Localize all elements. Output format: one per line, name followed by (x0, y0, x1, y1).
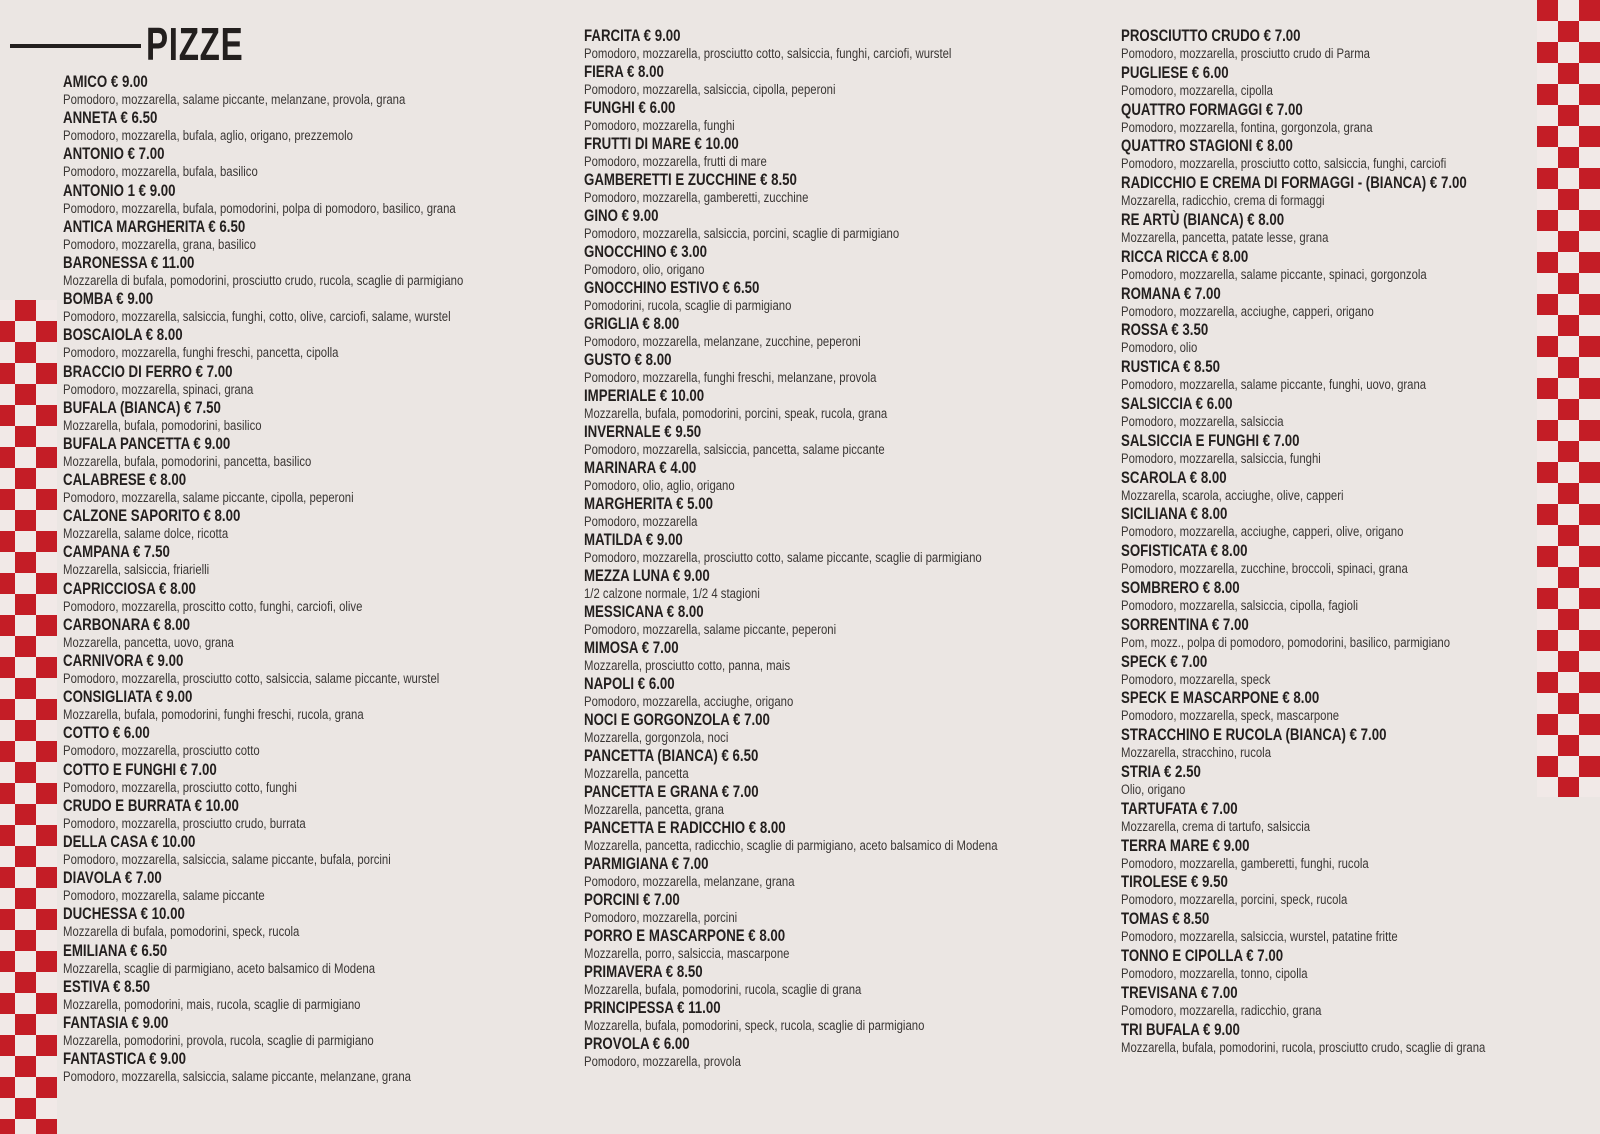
menu-item (1121, 541, 1564, 578)
menu-item (63, 796, 540, 832)
pizza-name-price: CARBONARA € 8.00 (63, 614, 190, 634)
menu-item (63, 108, 540, 144)
menu-item (584, 422, 1076, 458)
page-title: PIZZE (146, 18, 244, 70)
pizza-ingredients: Pomodoro, mozzarella, prosciutto crudo di Parma (1121, 46, 1370, 61)
menu-item (1121, 872, 1564, 909)
menu-item (584, 350, 1076, 386)
pizza-name-price: ANTONIO € 7.00 (63, 144, 165, 164)
pizza-ingredients: Pomodoro, mozzarella, cipolla (1121, 82, 1273, 98)
pizza-name-price: ANTICA MARGHERITA € 6.50 (63, 216, 246, 236)
menu-item (584, 386, 1076, 422)
pizza-ingredients: Pomodoro, mozzarella, melanzane, zucchine, peperoni (584, 334, 861, 349)
menu-item (63, 325, 540, 361)
menu-item (584, 134, 1076, 170)
menu-item (63, 977, 540, 1013)
pizza-ingredients: Pomodoro, mozzarella, spinaci, grana (63, 381, 254, 397)
menu-item (63, 144, 540, 180)
pizza-ingredients: Mozzarella, salsiccia, friarielli (63, 562, 210, 578)
menu-item (584, 530, 1076, 566)
pizza-name-price: PANCETTA (BIANCA) € 6.50 (584, 746, 759, 765)
pizza-ingredients: Mozzarella, stracchino, rucola (1121, 745, 1272, 761)
pizza-ingredients: Mozzarella, bufala, pomodorini, pancetta, basilico (63, 453, 312, 469)
pizza-name-price: RADICCHIO E CREMA DI FORMAGGI - (BIANCA) € 7.00 (1121, 173, 1467, 193)
pizza-name-price: ESTIVA € 8.50 (63, 976, 150, 996)
pizza-ingredients: Mozzarella, crema di tartufo, salsiccia (1121, 818, 1311, 834)
pizza-ingredients: Pomodoro, mozzarella, prosciutto crudo, burrata (63, 815, 306, 831)
menu-item (584, 170, 1076, 206)
pizza-name-price: SOMBRERO € 8.00 (1121, 577, 1240, 597)
menu-item (584, 98, 1076, 134)
pizza-name-price: EMILIANA € 6.50 (63, 940, 168, 960)
pizza-ingredients: Pomodoro, mozzarella, prosciutto cotto (63, 743, 260, 759)
pizza-ingredients: Pomodoro, mozzarella, funghi (584, 118, 735, 133)
menu-item (584, 674, 1076, 710)
menu-item (1121, 357, 1564, 394)
pizza-name-price: PORRO E MASCARPONE € 8.00 (584, 926, 786, 945)
pizza-name-price: IMPERIALE € 10.00 (584, 386, 705, 405)
pizza-ingredients: Mozzarella, pancetta, grana (584, 802, 724, 817)
menu-item (63, 506, 540, 542)
menu-item (63, 542, 540, 578)
pizza-name-price: CALABRESE € 8.00 (63, 470, 187, 490)
pizza-name-price: TARTUFATA € 7.00 (1121, 798, 1238, 818)
pizza-name-price: FANTASIA € 9.00 (63, 1012, 169, 1032)
pizza-ingredients: Pomodoro, mozzarella, speck, mascarpone (1121, 708, 1340, 724)
menu-item (63, 1013, 540, 1049)
pizza-ingredients: Mozzarella, bufala, pomodorini, funghi freschi, rucola, grana (63, 707, 364, 723)
pizza-ingredients: Mozzarella, bufala, pomodorini, porcini, speak, rucola, grana (584, 406, 888, 421)
pizza-ingredients: Pomodoro, mozzarella, zucchine, broccoli, spinaci, grana (1121, 561, 1408, 577)
pizza-name-price: SALSICCIA € 6.00 (1121, 393, 1233, 413)
menu-item (1121, 615, 1564, 652)
pizza-name-price: SICILIANA € 8.00 (1121, 504, 1228, 524)
pizza-name-price: ANTONIO 1 € 9.00 (63, 180, 176, 200)
pizza-ingredients: Pom, mozz., polpa di pomodoro, pomodorini, basilico, parmigiano (1121, 634, 1451, 650)
pizza-name-price: CAMPANA € 7.50 (63, 542, 170, 562)
pizza-ingredients: Mozzarella, bufala, pomodorini, speck, rucola, scaglie di parmigiano (584, 1018, 925, 1033)
pizza-ingredients: Pomodorini, rucola, scaglie di parmigiano (584, 298, 792, 313)
pizza-ingredients: Mozzarella, pancetta (584, 766, 689, 781)
menu-item (584, 638, 1076, 674)
pizza-ingredients: Pomodoro, mozzarella, salsiccia, wurstel, patatine fritte (1121, 929, 1398, 945)
pizza-name-price: PANCETTA E RADICCHIO € 8.00 (584, 818, 786, 837)
pizza-name-price: QUATTRO FORMAGGI € 7.00 (1121, 99, 1303, 119)
menu-item (1121, 946, 1564, 983)
pizza-ingredients: Pomodoro, mozzarella, bufala, pomodorini, polpa di pomodoro, basilico, grana (63, 200, 456, 216)
menu-item (584, 890, 1076, 926)
menu-item (584, 62, 1076, 98)
pizza-ingredients: Pomodoro, mozzarella, salsiccia (1121, 413, 1284, 429)
pizza-ingredients: 1/2 calzone normale, 1/2 4 stagioni (584, 586, 760, 601)
pizza-ingredients: Pomodoro, mozzarella, salsiccia, funghi (1121, 450, 1321, 466)
pizza-ingredients: Mozzarella, pomodorini, provola, rucola, scaglie di parmigiano (63, 1032, 374, 1048)
menu-item (1121, 799, 1564, 836)
pizza-ingredients: Pomodoro, mozzarella, salsiccia, cipolla, fagioli (1121, 597, 1358, 613)
pizza-name-price: RUSTICA € 8.50 (1121, 357, 1220, 377)
pizza-name-price: COTTO € 6.00 (63, 723, 150, 743)
menu-item (1121, 688, 1564, 725)
menu-header (10, 18, 281, 70)
pizza-name-price: MIMOSA € 7.00 (584, 638, 679, 657)
pizza-ingredients: Pomodoro, mozzarella, salsiccia, salame piccante, melanzane, grana (63, 1069, 411, 1085)
pizza-name-price: SALSICCIA E FUNGHI € 7.00 (1121, 430, 1300, 450)
pizza-name-price: FRUTTI DI MARE € 10.00 (584, 134, 739, 153)
menu-column-1 (63, 72, 540, 1085)
pizza-ingredients: Mozzarella, pomodorini, mais, rucola, scaglie di parmigiano (63, 996, 361, 1012)
pizza-name-price: SCAROLA € 8.00 (1121, 467, 1227, 487)
pizza-ingredients: Pomodoro, mozzarella, salame piccante (63, 888, 265, 904)
menu-item (1121, 26, 1564, 63)
pizza-name-price: SOFISTICATA € 8.00 (1121, 541, 1248, 561)
pizza-name-price: NOCI E GORGONZOLA € 7.00 (584, 710, 770, 729)
pizza-ingredients: Mozzarella di bufala, pomodorini, prosciutto crudo, rucola, scaglie di parmigiano (63, 272, 464, 288)
pizza-name-price: COTTO E FUNGHI € 7.00 (63, 759, 217, 779)
pizza-ingredients: Pomodoro, mozzarella, prosciutto cotto, salsiccia, salame piccante, wurstel (63, 671, 440, 686)
pizza-ingredients: Olio, origano (1121, 781, 1186, 797)
menu-item (584, 1034, 1076, 1070)
checkerboard-decoration-left (0, 300, 57, 1134)
menu-item (1121, 578, 1564, 615)
menu-item (1121, 468, 1564, 505)
pizza-ingredients: Pomodoro, mozzarella, funghi freschi, pancetta, cipolla (63, 345, 339, 361)
pizza-ingredients: Mozzarella di bufala, pomodorini, speck, rucola (63, 924, 300, 940)
menu-item (584, 206, 1076, 242)
pizza-ingredients: Pomodoro, olio, origano (584, 262, 705, 277)
pizza-name-price: GNOCCHINO € 3.00 (584, 242, 708, 261)
pizza-name-price: BUFALA PANCETTA € 9.00 (63, 433, 231, 453)
menu-item (584, 854, 1076, 890)
menu-item (1121, 394, 1564, 431)
pizza-name-price: GRIGLIA € 8.00 (584, 314, 680, 333)
pizza-ingredients: Pomodoro, mozzarella, salsiccia, salame piccante, bufala, porcini (63, 851, 391, 867)
menu-item (63, 72, 540, 108)
menu-item (63, 760, 540, 796)
menu-item (63, 868, 540, 904)
pizza-name-price: BOMBA € 9.00 (63, 289, 154, 309)
pizza-name-price: PANCETTA E GRANA € 7.00 (584, 782, 759, 801)
menu-item (584, 314, 1076, 350)
menu-item (1121, 173, 1564, 210)
menu-item (584, 962, 1076, 998)
menu-item (63, 832, 540, 868)
pizza-name-price: ROSSA € 3.50 (1121, 320, 1209, 340)
pizza-ingredients: Pomodoro, mozzarella, radicchio, grana (1121, 1002, 1322, 1018)
pizza-ingredients: Pomodoro, mozzarella, salame piccante, cipolla, peperoni (63, 490, 354, 506)
pizza-name-price: BUFALA (BIANCA) € 7.50 (63, 397, 221, 417)
pizza-name-price: SPECK € 7.00 (1121, 651, 1208, 671)
pizza-ingredients: Mozzarella, pancetta, radicchio, scaglie di parmigiano, aceto balsamico di Modena (584, 838, 998, 853)
menu-item (584, 746, 1076, 782)
menu-item (1121, 100, 1564, 137)
pizza-ingredients: Pomodoro, mozzarella, bufala, basilico (63, 164, 258, 180)
menu-item (63, 1049, 540, 1085)
pizza-name-price: PARMIGIANA € 7.00 (584, 854, 709, 873)
pizza-ingredients: Mozzarella, scaglie di parmigiano, aceto balsamico di Modena (63, 960, 376, 976)
pizza-ingredients: Pomodoro, mozzarella, acciughe, origano (584, 694, 794, 709)
pizza-name-price: PRINCIPESSA € 11.00 (584, 998, 721, 1017)
pizza-ingredients: Pomodoro, mozzarella, acciughe, capperi, origano (1121, 303, 1374, 319)
menu-item (584, 566, 1076, 602)
menu-item (584, 818, 1076, 854)
pizza-name-price: MESSICANA € 8.00 (584, 602, 704, 621)
menu-item (63, 398, 540, 434)
menu-column-3 (1121, 26, 1564, 1056)
pizza-name-price: CARNIVORA € 9.00 (63, 651, 184, 670)
pizza-ingredients: Pomodoro, mozzarella, prosciutto cotto, salsiccia, funghi, carciofi (1121, 156, 1447, 172)
pizza-ingredients: Pomodoro, mozzarella, prosciutto cotto, funghi (63, 779, 297, 795)
menu-item (584, 926, 1076, 962)
menu-item (584, 242, 1076, 278)
pizza-name-price: TREVISANA € 7.00 (1121, 982, 1238, 1002)
pizza-name-price: DELLA CASA € 10.00 (63, 831, 196, 851)
menu-item (1121, 762, 1564, 799)
pizza-name-price: MEZZA LUNA € 9.00 (584, 566, 710, 585)
pizza-name-price: TERRA MARE € 9.00 (1121, 835, 1250, 855)
pizza-ingredients: Mozzarella, gorgonzola, noci (584, 730, 729, 745)
menu-item (63, 941, 540, 977)
menu-item (1121, 652, 1564, 689)
pizza-name-price: STRIA € 2.50 (1121, 761, 1201, 781)
pizza-name-price: FARCITA € 9.00 (584, 26, 681, 45)
menu-item (1121, 1020, 1564, 1057)
pizza-ingredients: Mozzarella, salame dolce, ricotta (63, 526, 229, 542)
menu-item (63, 289, 540, 325)
pizza-ingredients: Pomodoro, mozzarella, funghi freschi, melanzane, provola (584, 370, 877, 385)
pizza-name-price: CAPRICCIOSA € 8.00 (63, 578, 196, 598)
menu-item (584, 998, 1076, 1034)
pizza-name-price: STRACCHINO E RUCOLA (BIANCA) € 7.00 (1121, 725, 1387, 745)
pizza-name-price: FIERA € 8.00 (584, 62, 664, 81)
pizza-ingredients: Mozzarella, pancetta, patate lesse, grana (1121, 229, 1329, 245)
pizza-name-price: PROVOLA € 6.00 (584, 1034, 690, 1053)
pizza-ingredients: Pomodoro, mozzarella, tonno, cipolla (1121, 965, 1308, 981)
menu-item (1121, 210, 1564, 247)
menu-item (1121, 909, 1564, 946)
pizza-ingredients: Pomodoro, mozzarella, gamberetti, zucchine (584, 190, 809, 205)
pizza-name-price: BOSCAIOLA € 8.00 (63, 325, 183, 345)
pizza-name-price: CRUDO E BURRATA € 10.00 (63, 795, 239, 815)
menu-item (1121, 284, 1564, 321)
pizza-ingredients: Pomodoro, mozzarella, salsiccia, funghi, cotto, olive, carciofi, salame, wurstel (63, 309, 451, 325)
menu-item (63, 615, 540, 651)
menu-item (63, 362, 540, 398)
menu-item (1121, 983, 1564, 1020)
pizza-ingredients: Pomodoro, olio, aglio, origano (584, 478, 735, 493)
menu-item (1121, 725, 1564, 762)
pizza-ingredients: Mozzarella, bufala, pomodorini, rucola, scaglie di grana (584, 982, 862, 997)
pizza-name-price: GNOCCHINO ESTIVO € 6.50 (584, 278, 760, 297)
pizza-name-price: FUNGHI € 6.00 (584, 98, 676, 117)
pizza-name-price: SORRENTINA € 7.00 (1121, 614, 1249, 634)
pizza-name-price: GAMBERETTI E ZUCCHINE € 8.50 (584, 170, 797, 189)
menu-item (63, 217, 540, 253)
pizza-name-price: BARONESSA € 11.00 (63, 252, 195, 272)
menu-item (1121, 63, 1564, 100)
pizza-ingredients: Pomodoro, mozzarella, salsiccia, porcini, scaglie di parmigiano (584, 226, 900, 241)
pizza-name-price: AMICO € 9.00 (63, 72, 148, 91)
pizza-name-price: TRI BUFALA € 9.00 (1121, 1019, 1240, 1039)
pizza-ingredients: Pomodoro, mozzarella, salame piccante, melanzane, provola, grana (63, 92, 406, 107)
menu-item (584, 710, 1076, 746)
menu-item (1121, 320, 1564, 357)
pizza-name-price: PUGLIESE € 6.00 (1121, 62, 1229, 82)
pizza-ingredients: Pomodoro, mozzarella, salame piccante, spinaci, gorgonzola (1121, 266, 1427, 282)
menu-item (584, 494, 1076, 530)
pizza-ingredients: Pomodoro, mozzarella, melanzane, grana (584, 874, 795, 889)
pizza-ingredients: Pomodoro, olio (1121, 340, 1198, 356)
pizza-name-price: BRACCIO DI FERRO € 7.00 (63, 361, 233, 381)
pizza-ingredients: Mozzarella, pancetta, uovo, grana (63, 634, 234, 650)
menu-item (584, 26, 1076, 62)
pizza-name-price: RE ARTÙ (BIANCA) € 8.00 (1121, 209, 1285, 229)
pizza-ingredients: Pomodoro, mozzarella, proscitto cotto, funghi, carciofi, olive (63, 598, 363, 614)
pizza-name-price: CALZONE SAPORITO € 8.00 (63, 506, 241, 526)
pizza-name-price: GINO € 9.00 (584, 206, 659, 225)
pizza-name-price: TONNO E CIPOLLA € 7.00 (1121, 945, 1284, 965)
menu-item (1121, 136, 1564, 173)
menu-item (584, 602, 1076, 638)
pizza-name-price: PORCINI € 7.00 (584, 890, 680, 909)
pizza-name-price: MATILDA € 9.00 (584, 530, 683, 549)
menu-item (63, 687, 540, 723)
pizza-name-price: TIROLESE € 9.50 (1121, 872, 1228, 892)
pizza-ingredients: Pomodoro, mozzarella, salsiccia, cipolla, peperoni (584, 82, 836, 97)
pizza-name-price: FANTASTICA € 9.00 (63, 1049, 187, 1069)
menu-item (63, 651, 540, 687)
pizza-name-price: NAPOLI € 6.00 (584, 674, 675, 693)
pizza-ingredients: Mozzarella, bufala, pomodorini, basilico (63, 417, 262, 433)
pizza-ingredients: Pomodoro, mozzarella, bufala, aglio, origano, prezzemolo (63, 128, 353, 144)
pizza-name-price: SPECK E MASCARPONE € 8.00 (1121, 688, 1320, 708)
pizza-name-price: PRIMAVERA € 8.50 (584, 962, 703, 981)
pizza-ingredients: Pomodoro, mozzarella (584, 514, 698, 529)
menu-item (63, 253, 540, 289)
menu-item (1121, 504, 1564, 541)
menu-item (1121, 836, 1564, 873)
pizza-ingredients: Pomodoro, mozzarella, prosciutto cotto, salsiccia, funghi, carciofi, wurstel (584, 46, 952, 61)
pizza-ingredients: Pomodoro, mozzarella, acciughe, capperi, olive, origano (1121, 524, 1404, 540)
pizza-name-price: MARGHERITA € 5.00 (584, 494, 713, 513)
pizza-name-price: CONSIGLIATA € 9.00 (63, 687, 193, 707)
pizza-ingredients: Pomodoro, mozzarella, speck (1121, 671, 1271, 687)
pizza-name-price: DIAVOLA € 7.00 (63, 868, 162, 888)
title-rule (10, 44, 141, 48)
pizza-name-price: QUATTRO STAGIONI € 8.00 (1121, 136, 1293, 156)
pizza-ingredients: Mozzarella, scarola, acciughe, olive, capperi (1121, 487, 1344, 503)
menu-item (1121, 247, 1564, 284)
menu-item (63, 904, 540, 940)
menu-item (584, 782, 1076, 818)
pizza-ingredients: Pomodoro, mozzarella, provola (584, 1054, 741, 1069)
menu-item (63, 723, 540, 759)
pizza-ingredients: Mozzarella, bufala, pomodorini, rucola, prosciutto crudo, scaglie di grana (1121, 1039, 1486, 1055)
pizza-ingredients: Pomodoro, mozzarella, porcini (584, 910, 738, 925)
menu-item (63, 470, 540, 506)
menu-item (63, 181, 540, 217)
menu-column-2 (584, 26, 1076, 1070)
pizza-name-price: DUCHESSA € 10.00 (63, 904, 185, 924)
pizza-name-price: PROSCIUTTO CRUDO € 7.00 (1121, 26, 1301, 45)
pizza-name-price: RICCA RICCA € 8.00 (1121, 246, 1249, 266)
pizza-ingredients: Pomodoro, mozzarella, porcini, speck, rucola (1121, 892, 1348, 908)
pizza-ingredients: Pomodoro, mozzarella, grana, basilico (63, 236, 256, 252)
menu-item (63, 434, 540, 470)
pizza-ingredients: Mozzarella, porro, salsiccia, mascarpone (584, 946, 790, 961)
pizza-name-price: INVERNALE € 9.50 (584, 422, 702, 441)
menu-item (1121, 431, 1564, 468)
pizza-ingredients: Pomodoro, mozzarella, prosciutto cotto, salame piccante, scaglie di parmigiano (584, 550, 982, 565)
menu-item (584, 458, 1076, 494)
menu-item (584, 278, 1076, 314)
pizza-name-price: ROMANA € 7.00 (1121, 283, 1221, 303)
pizza-ingredients: Pomodoro, mozzarella, salsiccia, pancetta, salame piccante (584, 442, 885, 457)
menu-item (63, 579, 540, 615)
pizza-ingredients: Mozzarella, radicchio, crema di formaggi (1121, 193, 1325, 209)
pizza-name-price: ANNETA € 6.50 (63, 108, 158, 128)
pizza-ingredients: Pomodoro, mozzarella, salame piccante, peperoni (584, 622, 837, 637)
pizza-name-price: TOMAS € 8.50 (1121, 909, 1210, 929)
pizza-ingredients: Pomodoro, mozzarella, salame piccante, funghi, uovo, grana (1121, 377, 1427, 393)
pizza-name-price: MARINARA € 4.00 (584, 458, 697, 477)
pizza-ingredients: Pomodoro, mozzarella, gamberetti, funghi, rucola (1121, 855, 1369, 871)
pizza-ingredients: Pomodoro, mozzarella, fontina, gorgonzola, grana (1121, 119, 1373, 135)
pizza-ingredients: Mozzarella, prosciutto cotto, panna, mais (584, 658, 791, 673)
pizza-ingredients: Pomodoro, mozzarella, frutti di mare (584, 154, 767, 169)
pizza-name-price: GUSTO € 8.00 (584, 350, 672, 369)
